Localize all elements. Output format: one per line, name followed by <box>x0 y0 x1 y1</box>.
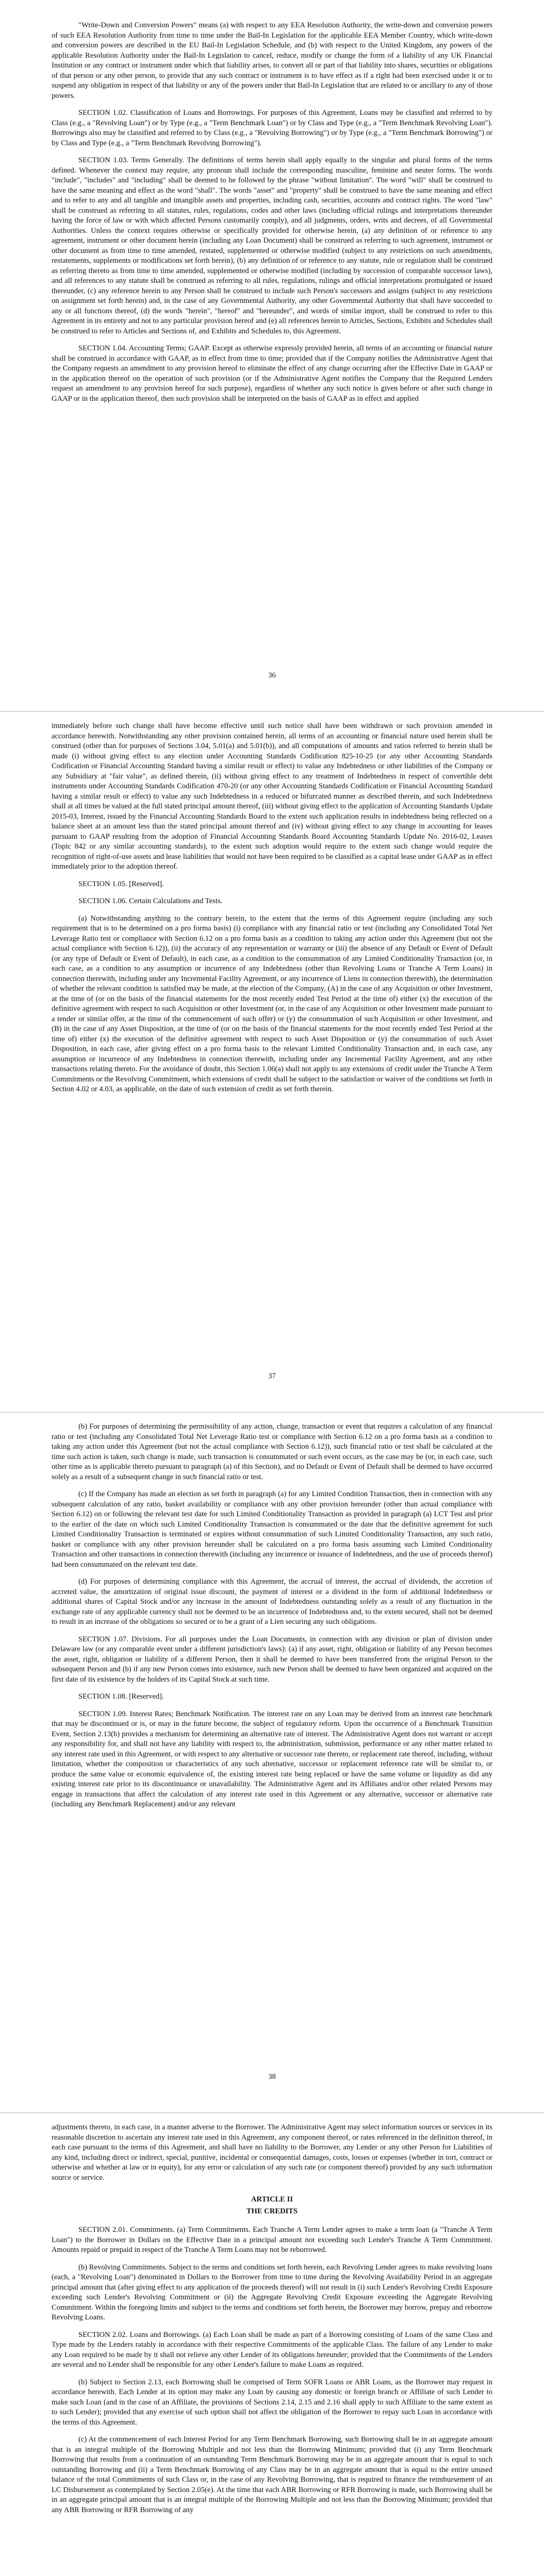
page-number: 37 <box>268 1372 276 1380</box>
article-title: ARTICLE II <box>251 2195 293 2204</box>
section-1-06-heading: SECTION 1.06. Certain Calculations and Tests. <box>78 897 223 905</box>
section-2-02-c-paragraph: (c) At the commencement of each Interest Period for any Term Benchmark Borrowing, such Borrowing shall be in an aggregate amount that is an integral multiple of the Borrowing Multiple and not less than the Borrowing Minimum; provided that (i) any Term Benchmark Borrowing that results from a continuation of an outstanding Term Benchmark Borrowing may be in an aggregate amount that is equal to such outstanding Borrowing and (ii) a Term Benchmark Borrowing of any Class may be in an aggregate amount that is equal to the entire unused balance of the total Commitments of such Class or, in the case of any Revolving Borrowing, that is required to finance the reimbursement of an LC Disbursement as contemplated by Section 2.05(e). At the time that each ABR Borrowing or RFR Borrowing is made, such Borrowing shall be in an aggregate principal amount that is an integral multiple of the Borrowing Multiple and not less than the Borrowing Minimum; provided that any ABR Borrowing or RFR Borrowing of any <box>52 2435 492 2514</box>
section-1-06-d-paragraph: (d) For purposes of determining compliance with this Agreement, the accrual of interest, the accrual of dividends, the accretion of accreted value, the amortization of original issue discount, the payment of interest or a dividend in the form of additional Indebtedness or additional shares of Capital Stock and/or any increase in the amount of Indebtedness outstanding solely as a result of any fluctuation in the exchange rate of any applicable currency shall not be deemed to be an incurrence of Indebtedness and, to the extent secured, shall not be deemed to result in an increase of the obligations so secured or to be a grant of a Lien securing any such obligations. <box>52 1578 492 1626</box>
section-1-09-paragraph: SECTION 1.09. Interest Rates; Benchmark Notification. The interest rate on any Loan may be derived from an interest rate benchmark that may be discontinued or is, or may in the future become, the subject of regulatory reform. Upon the occurrence of a Benchmark Transition Event, Section 2.13(b) provides a mechanism for determining an alternative rate of interest. The Administrative Agent does not warrant or accept any responsibility for, and shall not have any liability with respect to, the administration, submission, performance or any other matter related to any interest rate used in this Agreement, or with respect to any alternative or successor rate thereto, or replacement rate thereof, including, without limitation, whether the composition or characteristics of any such alternative, successor or replacement reference rate will be similar to, or produce the same value or economic equivalence of, the existing interest rate being replaced or have the same volume or liquidity as did any existing interest rate prior to its discontinuance or unavailability. The Administrative Agent and its Affiliates and/or other related Persons may engage in transactions that affect the calculation of any interest rate used in this Agreement or any alternative, successor or alternative rate (including any Benchmark Replacement) and/or any relevant <box>52 1709 492 1808</box>
page-divider <box>0 711 544 712</box>
benchmark-continuation-paragraph: adjustments thereto, in each case, in a manner adverse to the Borrower. The Administrative Agent may select information sources or services in its reasonable discretion to ascertain any interest rate used in this Agreement, any component thereof, or rates referenced in the definition thereof, in each case pursuant to the terms of this Agreement, and shall have no liability to the Borrower, any Lender or any other Person for Liabilities of any kind, including direct or indirect, special, punitive, incidental or consequential damages, costs, losses or expenses (whether in tort, contract or otherwise and whether at law or in equity), for any error or calculation of any such rate (or component thereof) provided by any such information source or service. <box>52 2123 492 2182</box>
document-page-39 <box>0 2123 544 2576</box>
definition-write-down-paragraph: "Write-Down and Conversion Powers" means (a) with respect to any EEA Resolution Authority, the write-down and conversion powers of such EEA Resolution Authority from time to time under the Bail-In Legislation for the applicable EEA Member Country, which write-down and conversion powers are described in the EU Bail-In Legislation Schedule, and (b) with respect to the United Kingdom, any powers of the applicable Resolution Authority under the Bail-In Legislation to cancel, reduce, modify or change the form of a liability of any UK Financial Institution or any contract or instrument under which that liability arises, to convert all or part of that liability into shares, securities or obligations of that person or any other person, to provide that any such contract or instrument is to have effect as if a right had been exercised under it or to suspend any obligation in respect of that liability or any of the powers under that Bail-In Legislation that are related to or ancillary to any of those powers. <box>52 21 492 100</box>
section-2-01-b-paragraph: (b) Revolving Commitments. Subject to the terms and conditions set forth herein, each Revolving Lender agrees to make revolving loans (each, a "Revolving Loan") denominated in Dollars to the Borrower from time to time during the Revolving Availability Period in an aggregate principal amount that (after giving effect to any application of the proceeds thereof) will not result in (i) such Lender's Revolving Credit Exposure exceeding such Lender's Revolving Commitment or (ii) the Aggregate Revolving Credit Exposure exceeding the Aggregate Revolving Commitment. Within the foregoing limits and subject to the terms and conditions set forth herein, the Borrower may borrow, prepay and reborrow Revolving Loans. <box>52 2263 492 2321</box>
page-divider <box>0 2112 544 2113</box>
section-1-06-b-paragraph: (b) For purposes of determining the permissibility of any action, change, transaction or event that requires a calculation of any financial ratio or test (including any Consolidated Total Net Leverage Ratio test or compliance with Section 6.12 on a pro forma basis as a condition to taking any action under this Agreement (but not the actual compliance with Section 6.12)), such financial ratio or test shall be calculated at the time such action is taken, such change is made, such transaction is consummated or such event occurs, as the case may be (or, in each case, such other time as is applicable thereto pursuant to paragraph (a) of this Section), and no Default or Event of Default shall be deemed to have occurred solely as a result of a subsequent change in such financial ratio or test. <box>52 1422 492 1481</box>
section-1-06-c-paragraph: (c) If the Company has made an election as set forth in paragraph (a) for any Limited Condition Transaction, then in connection with any subsequent calculation of any ratio, basket availability or compliance with any other provision hereunder (other than actual compliance with Section 6.12) on or following the relevant test date for such Limited Conditionality Transaction as provided in paragraph (a) LCT Test and prior to the earlier of the date on which such Limited Conditionality Transaction is consummated or the date that the definitive agreement for such Limited Conditionality Transaction is terminated or expires without consummation of such Limited Conditionality Transaction, any such ratio, basket or compliance with any other provision hereunder shall be calculated on a pro forma basis assuming such Limited Conditionality Transaction and other transactions in connection therewith (including any incurrence or issuance of Indebtedness, and the use of proceeds thereof) had been consummated on the relevant test date. <box>52 1490 492 1569</box>
section-1-06-a-paragraph: (a) Notwithstanding anything to the contrary herein, to the extent that the terms of this Agreement require (including any such requirement that is to be determined on a pro forma basis) (i) compliance with any financial ratio or test (including any Consolidated Total Net Leverage Ratio test or compliance with Section 6.12 on a pro forma basis as a condition to taking any action under this Agreement (but not the actual compliance with Section 6.12)), (ii) the accuracy of any representation or warranty or (iii) the absence of any Default or Event of Default (or any type of Default or Event of Default), in each case, as a condition to the consummation of any Limited Conditionality Transaction (or, in each case, as a condition to any assumption or incurrence of any Indebtedness (other than Revolving Loans or Tranche A Term Loans) in connection therewith, including under any Incremental Facility Agreement, or any incurrence of Liens in connection therewith), the determination of whether the relevant condition is satisfied may be made, at the election of the Company, (A) in the case of any Acquisition or other Investment, at the time of (or on the basis of the financial statements for the most recently ended Test Period at the time of) either (x) the execution of the definitive agreement with respect to such Acquisition or other Investment (or, in the case of any Acquisition or other Investment made pursuant to a tender or similar offer, at the time of the commencement of such offer) or (y) the consummation of such Acquisition or other Investment, and (B) in the case of any Asset Disposition, at the time of (or on the basis of the financial statements for the most recently ended Test Period at the time of) either (x) the execution of the definitive agreement with respect to such Asset Disposition or (y) the consummation of such Asset Disposition, in each case, after giving effect on a pro forma basis to the relevant Limited Conditionality Transaction and, in each case, any assumption or incurrence of any Indebtedness in connection therewith, including under any Incremental Facility Agreement, and any other transactions relating thereto. For the avoidance of doubt, this Section 1.06(a) shall not apply to any extensions of credit under the Tranche A Term Commitments or the Revolving Commitment, which extensions of credit shall be subject to the satisfaction or waiver of the conditions set forth in Section 4.02 or 4.03, as applicable, on the date of such extension of credit as set forth therein. <box>52 914 492 1093</box>
page-number: 36 <box>268 671 276 680</box>
page-divider <box>0 1412 544 1413</box>
section-2-02-paragraph: SECTION 2.02. Loans and Borrowings. (a) Each Loan shall be made as part of a Borrowing consisting of Loans of the same Class and Type made by the Lenders ratably in accordance with their respective Commitments of the applicable Class. The failure of any Lender to make any Loan required to be made by it shall not relieve any other Lender of its obligations hereunder; provided that the Commitments of the Lenders are several and no Lender shall be responsible for any other Lender's failure to make Loans as required. <box>52 2330 492 2369</box>
section-1-08-heading: SECTION 1.08. [Reserved]. <box>78 1692 164 1701</box>
section-1-02-paragraph: SECTION 1.02. Classification of Loans and Borrowings. For purposes of this Agreement, Loans may be classified and referred to by Class (e.g., a "Revolving Loan") or by Type (e.g., a "Term Benchmark Loan") or by Class and Type (e.g., a "Term Benchmark Revolving Loan"). Borrowings also may be classified and referred to by Class (e.g., a "Revolving Borrowing") or by Type (e.g., a "Term Benchmark Borrowing") or by Class and Type (e.g., a "Term Benchmark Revolving Borrowing"). <box>52 109 492 147</box>
accounting-continuation-paragraph: immediately before such change shall have become effective until such notice shall have been withdrawn or such provision amended in accordance herewith. Notwithstanding any other provision contained herein, all terms of an accounting or financial nature used herein shall be construed (other than for purposes of Sections 3.04, 5.01(a) and 5.01(b)), and all computations of amounts and ratios referred to herein shall be made (i) without giving effect to any election under Accounting Standards Codification 825-10-25 (or any other Accounting Standards Codification or Financial Accounting Standard having a similar result or effect) to value any Indebtedness or other liabilities of the Company or any Subsidiary at "fair value", as defined therein, (ii) without giving effect to any treatment of Indebtedness in respect of convertible debt instruments under Accounting Standards Codification 470-20 (or any other Accounting Standards Codification or Financial Accounting Standard having a similar result or effect) to value any such Indebtedness in a reduced or bifurcated manner as described therein, and such Indebtedness shall at all times be valued at the full stated principal amount thereof, (iii) without giving effect to the application of Accounting Standards Update 2015-03, Interest, issued by the Financial Accounting Standards Board to the extent such application results in indebtedness being reflected on a balance sheet at an amount less than the stated principal amount thereof and (iv) without giving effect to any change in accounting for leases pursuant to GAAP resulting from the adoption of Financial Accounting Standards Board Accounting Standards Update No. 2016-02, Leases (Topic 842 or any similar accounting standards), to the extent such adoption would require to the extent such change would require the recognition of right-of-use assets and lease liabilities that would not have been required to be classified as a capital lease under GAAP as in effect immediately prior to the adoption thereof. <box>52 722 492 871</box>
section-2-01-paragraph: SECTION 2.01. Commitments. (a) Term Commitments. Each Tranche A Term Lender agrees to make a term loan (a "Tranche A Term Loan") to the Borrower in Dollars on the Effective Date in a principal amount not exceeding such Lender's Tranche A Term Commitment. Amounts repaid or prepaid in respect of the Tranche A Term Loans may not be reborrowed. <box>52 2226 492 2254</box>
section-2-02-b-paragraph: (b) Subject to Section 2.13, each Borrowing shall be comprised of Term SOFR Loans or ABR Loans, as the Borrower may request in accordance herewith. Each Lender at its option may make any Loan by causing any domestic or foreign branch or Affiliate of such Lender to make such Loan (and in the case of an Affiliate, the provisions of Sections 2.14, 2.15 and 2.16 shall apply to such Affiliate to the same extent as to such Lender); provided that any exercise of such option shall not affect the obligation of the Borrower to repay such Loan in accordance with the terms of this Agreement. <box>52 2378 492 2427</box>
section-1-03-paragraph: SECTION 1.03. Terms Generally. The definitions of terms herein shall apply equally to the singular and plural forms of the terms defined. Whenever the context may require, any pronoun shall include the corresponding masculine, feminine and neuter forms. The words "include", "includes" and "including" shall be deemed to be followed by the phrase "without limitation". The word "will" shall be construed to have the same meaning and effect as the word "shall". The words "asset" and "property" shall be construed to have the same meaning and effect and to refer to any and all tangible and intangible assets and properties, including cash, securities, accounts and contract rights. The word "law" shall be construed as referring to all statutes, rules, regulations, codes and other laws (including official rulings and interpretations thereunder having the force of law or with which affected Persons customarily comply), and all judgments, orders, writs and decrees, of all Governmental Authorities. Unless the context requires otherwise or specifically provided for otherwise herein, (a) any definition of or reference to any agreement, instrument or other document herein (including any Loan Document) shall be construed as referring to such agreement, instrument or other document as from time to time amended, restated, supplemented or otherwise modified (subject to any restrictions on such amendments, restatements, supplements or modifications set forth herein), (b) any definition of or reference to any statute, rule or regulation shall be construed as referring thereto as from time to time amended, supplemented or otherwise modified (including by succession of comparable successor laws), and all references to any statute shall be construed as referring to all rules, regulations, rulings and official interpretations promulgated or issued thereunder, (c) any reference herein to any Person shall be construed to include such Person's successors and assigns (subject to any restrictions on assignment set forth herein) and, in the case of any Governmental Authority, any other Governmental Authority that shall have succeeded to any or all functions thereof, (d) the words "herein", "hereof" and "hereunder", and words of similar import, shall be construed to refer to this Agreement in its entirety and not to any particular provision hereof and (e) all references herein to Articles, Sections, Exhibits and Schedules shall be construed to refer to Articles and Sections of, and Exhibits and Schedules to, this Agreement. <box>52 156 492 335</box>
document-page-37 <box>0 721 544 1401</box>
document-page-36 <box>0 21 544 701</box>
section-1-07-paragraph: SECTION 1.07. Divisions. For all purposes under the Loan Documents, in connection with any division or plan of division under Delaware law (or any comparable event under a different jurisdiction's laws): (a) if any asset, right, obligation or liability of any Person becomes the asset, right, obligation or liability of a different Person, then it shall be deemed to have been transferred from the original Person to the subsequent Person and (b) if any new Person comes into existence, such new Person shall be deemed to have been organized and acquired on the first date of its existence by the holders of its Capital Stock at such time. <box>52 1635 492 1684</box>
document-page-38 <box>0 1422 544 2102</box>
section-1-04-paragraph: SECTION 1.04. Accounting Terms; GAAP. Except as otherwise expressly provided herein, all terms of an accounting or financial nature shall be construed in accordance with GAAP, as in effect from time to time; provided that if the Company notifies the Administrative Agent that the Company requests an amendment to any provision hereof to eliminate the effect of any change occurring after the Effective Date in GAAP or in the application thereof on the operation of such provision (or if the Administrative Agent notifies the Company that the Required Lenders request an amendment to any provision hereof for such purpose), regardless of whether any such notice is given before or after such change in GAAP or in the application thereof, then such provision shall be interpreted on the basis of GAAP as in effect and applied <box>52 344 492 403</box>
article-subtitle: THE CREDITS <box>246 2207 298 2215</box>
page-number: 38 <box>268 2073 276 2081</box>
section-1-05-heading: SECTION 1.05. [Reserved]. <box>78 879 164 888</box>
